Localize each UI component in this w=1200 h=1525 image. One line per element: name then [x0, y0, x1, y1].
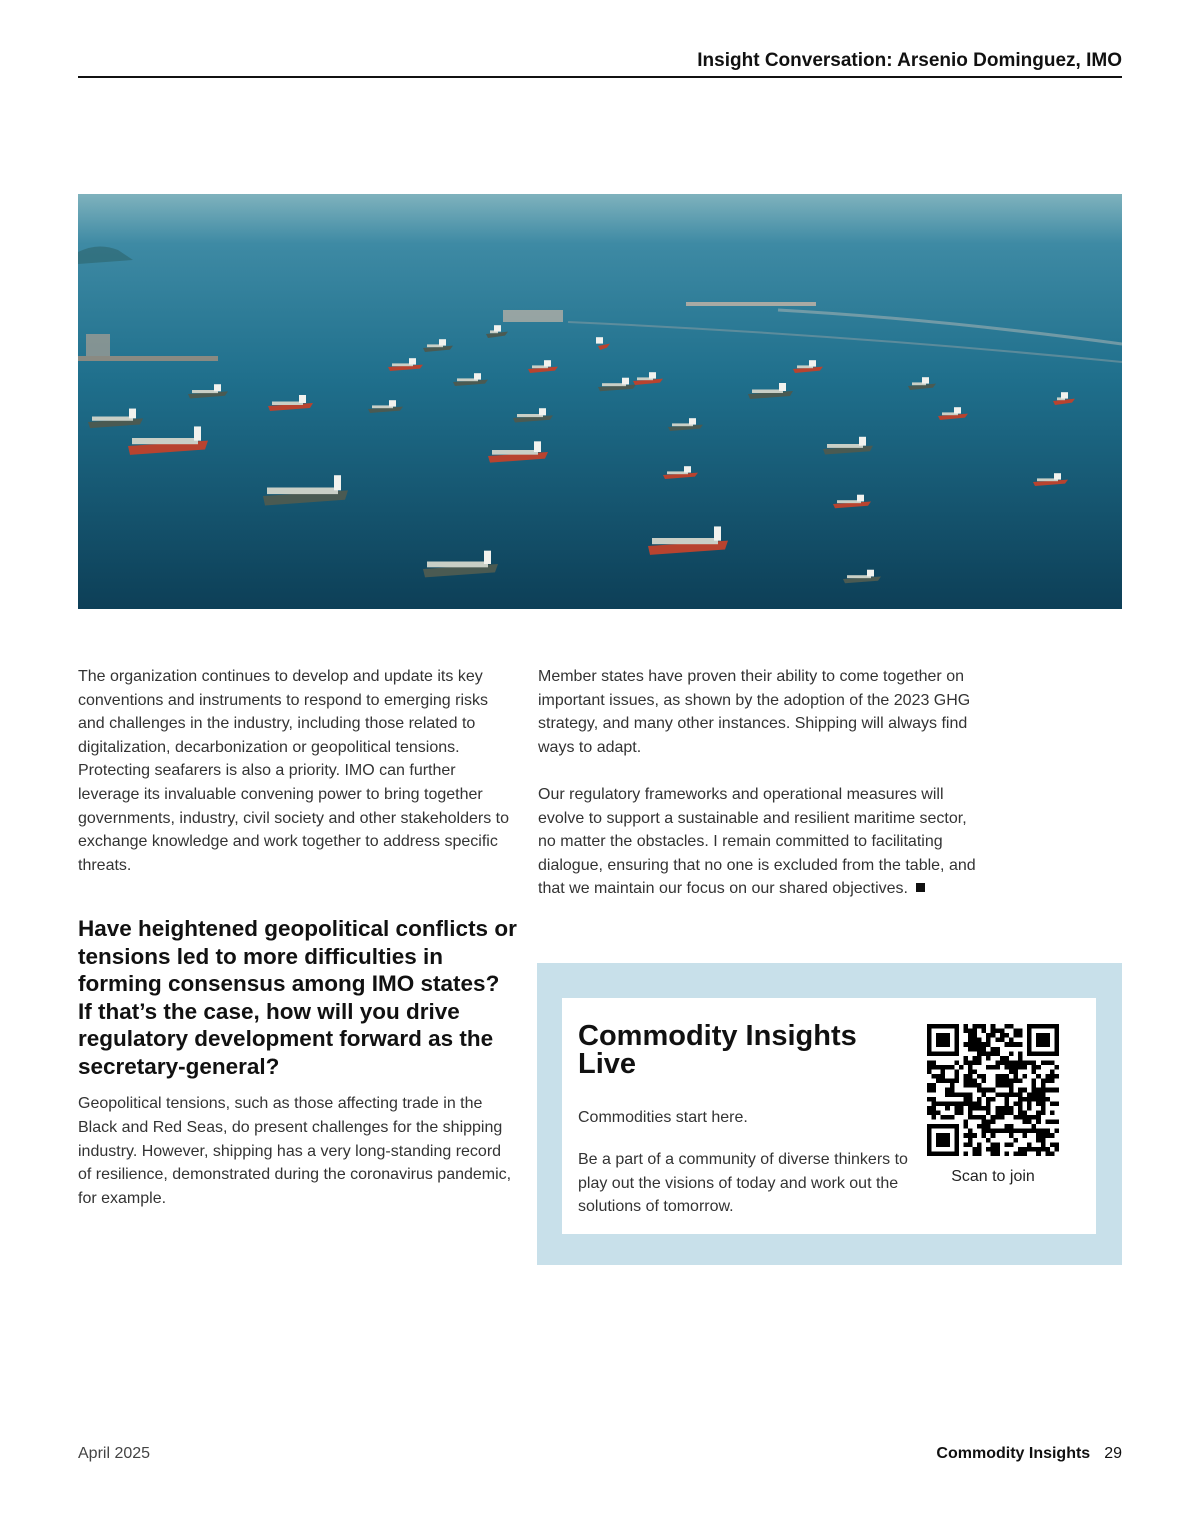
footer-date: April 2025 — [78, 1445, 151, 1462]
footer-brand-name: Commodity Insights — [936, 1445, 1091, 1462]
body-paragraph-end — [538, 783, 978, 901]
promo-title: Commodity Insights Live — [578, 1020, 857, 1080]
body-paragraph: Geopolitical tensions, such as those affecting trade in the Black and Red Seas, do present challenges for the shipping industry. However, shipping has a very long-standing record of resilience, demonstrated during the coronavirus pandemic, for example. — [78, 1095, 512, 1207]
qr-caption: Scan to join — [951, 1168, 1035, 1185]
page-number: 29 — [1104, 1445, 1122, 1462]
body-paragraph: The organization continues to develop and update its key conventions and instruments to respond to emerging risks and challenges in the industry, including those related to digitalization, decarbonization or geopolitical tensions. Protecting seafarers is also a priority. IMO can further leverage its invaluable convening power to bring together governments, industry, civil society and other stakeholders to exchange knowledge and work together to address specific threats. — [78, 668, 510, 874]
right-text-column — [538, 665, 978, 901]
running-header-title: Insight Conversation: Arsenio Dominguez, IMO — [697, 50, 1122, 71]
footer-brand — [936, 1445, 1122, 1463]
promo-card — [562, 998, 1096, 1234]
closing-paragraph-text: Our regulatory frameworks and operational measures will evolve to support a sustainable and resilient maritime sector, no matter the obstacles. I remain committed to facilitating dialogue, ensuring that no one is excluded from the table, and that we maintain our focus on our shared objectives. — [538, 785, 976, 898]
interview-question: Have heightened geopolitical conflicts or tensions led to more difficulties in forming consensus among IMO states? If that’s the case, how will you drive regulatory development forward as the secretary-general? — [78, 916, 517, 1079]
body-paragraph: Member states have proven their ability to come together on important issues, as shown by the adoption of the 2023 GHG strategy, and many other instances. Shipping will always find ways to adapt. — [538, 668, 971, 756]
end-of-article-mark-icon — [916, 883, 925, 892]
qr-code-icon[interactable] — [927, 1024, 1059, 1156]
promo-body: Be a part of a community of diverse thinkers to play out the visions of today and work out the solutions of tomorrow. — [578, 1151, 908, 1216]
promo-tagline: Commodities start here. — [578, 1109, 748, 1126]
ships-photo — [78, 194, 1122, 609]
header-rule — [78, 76, 1122, 78]
left-text-column — [78, 665, 518, 1210]
